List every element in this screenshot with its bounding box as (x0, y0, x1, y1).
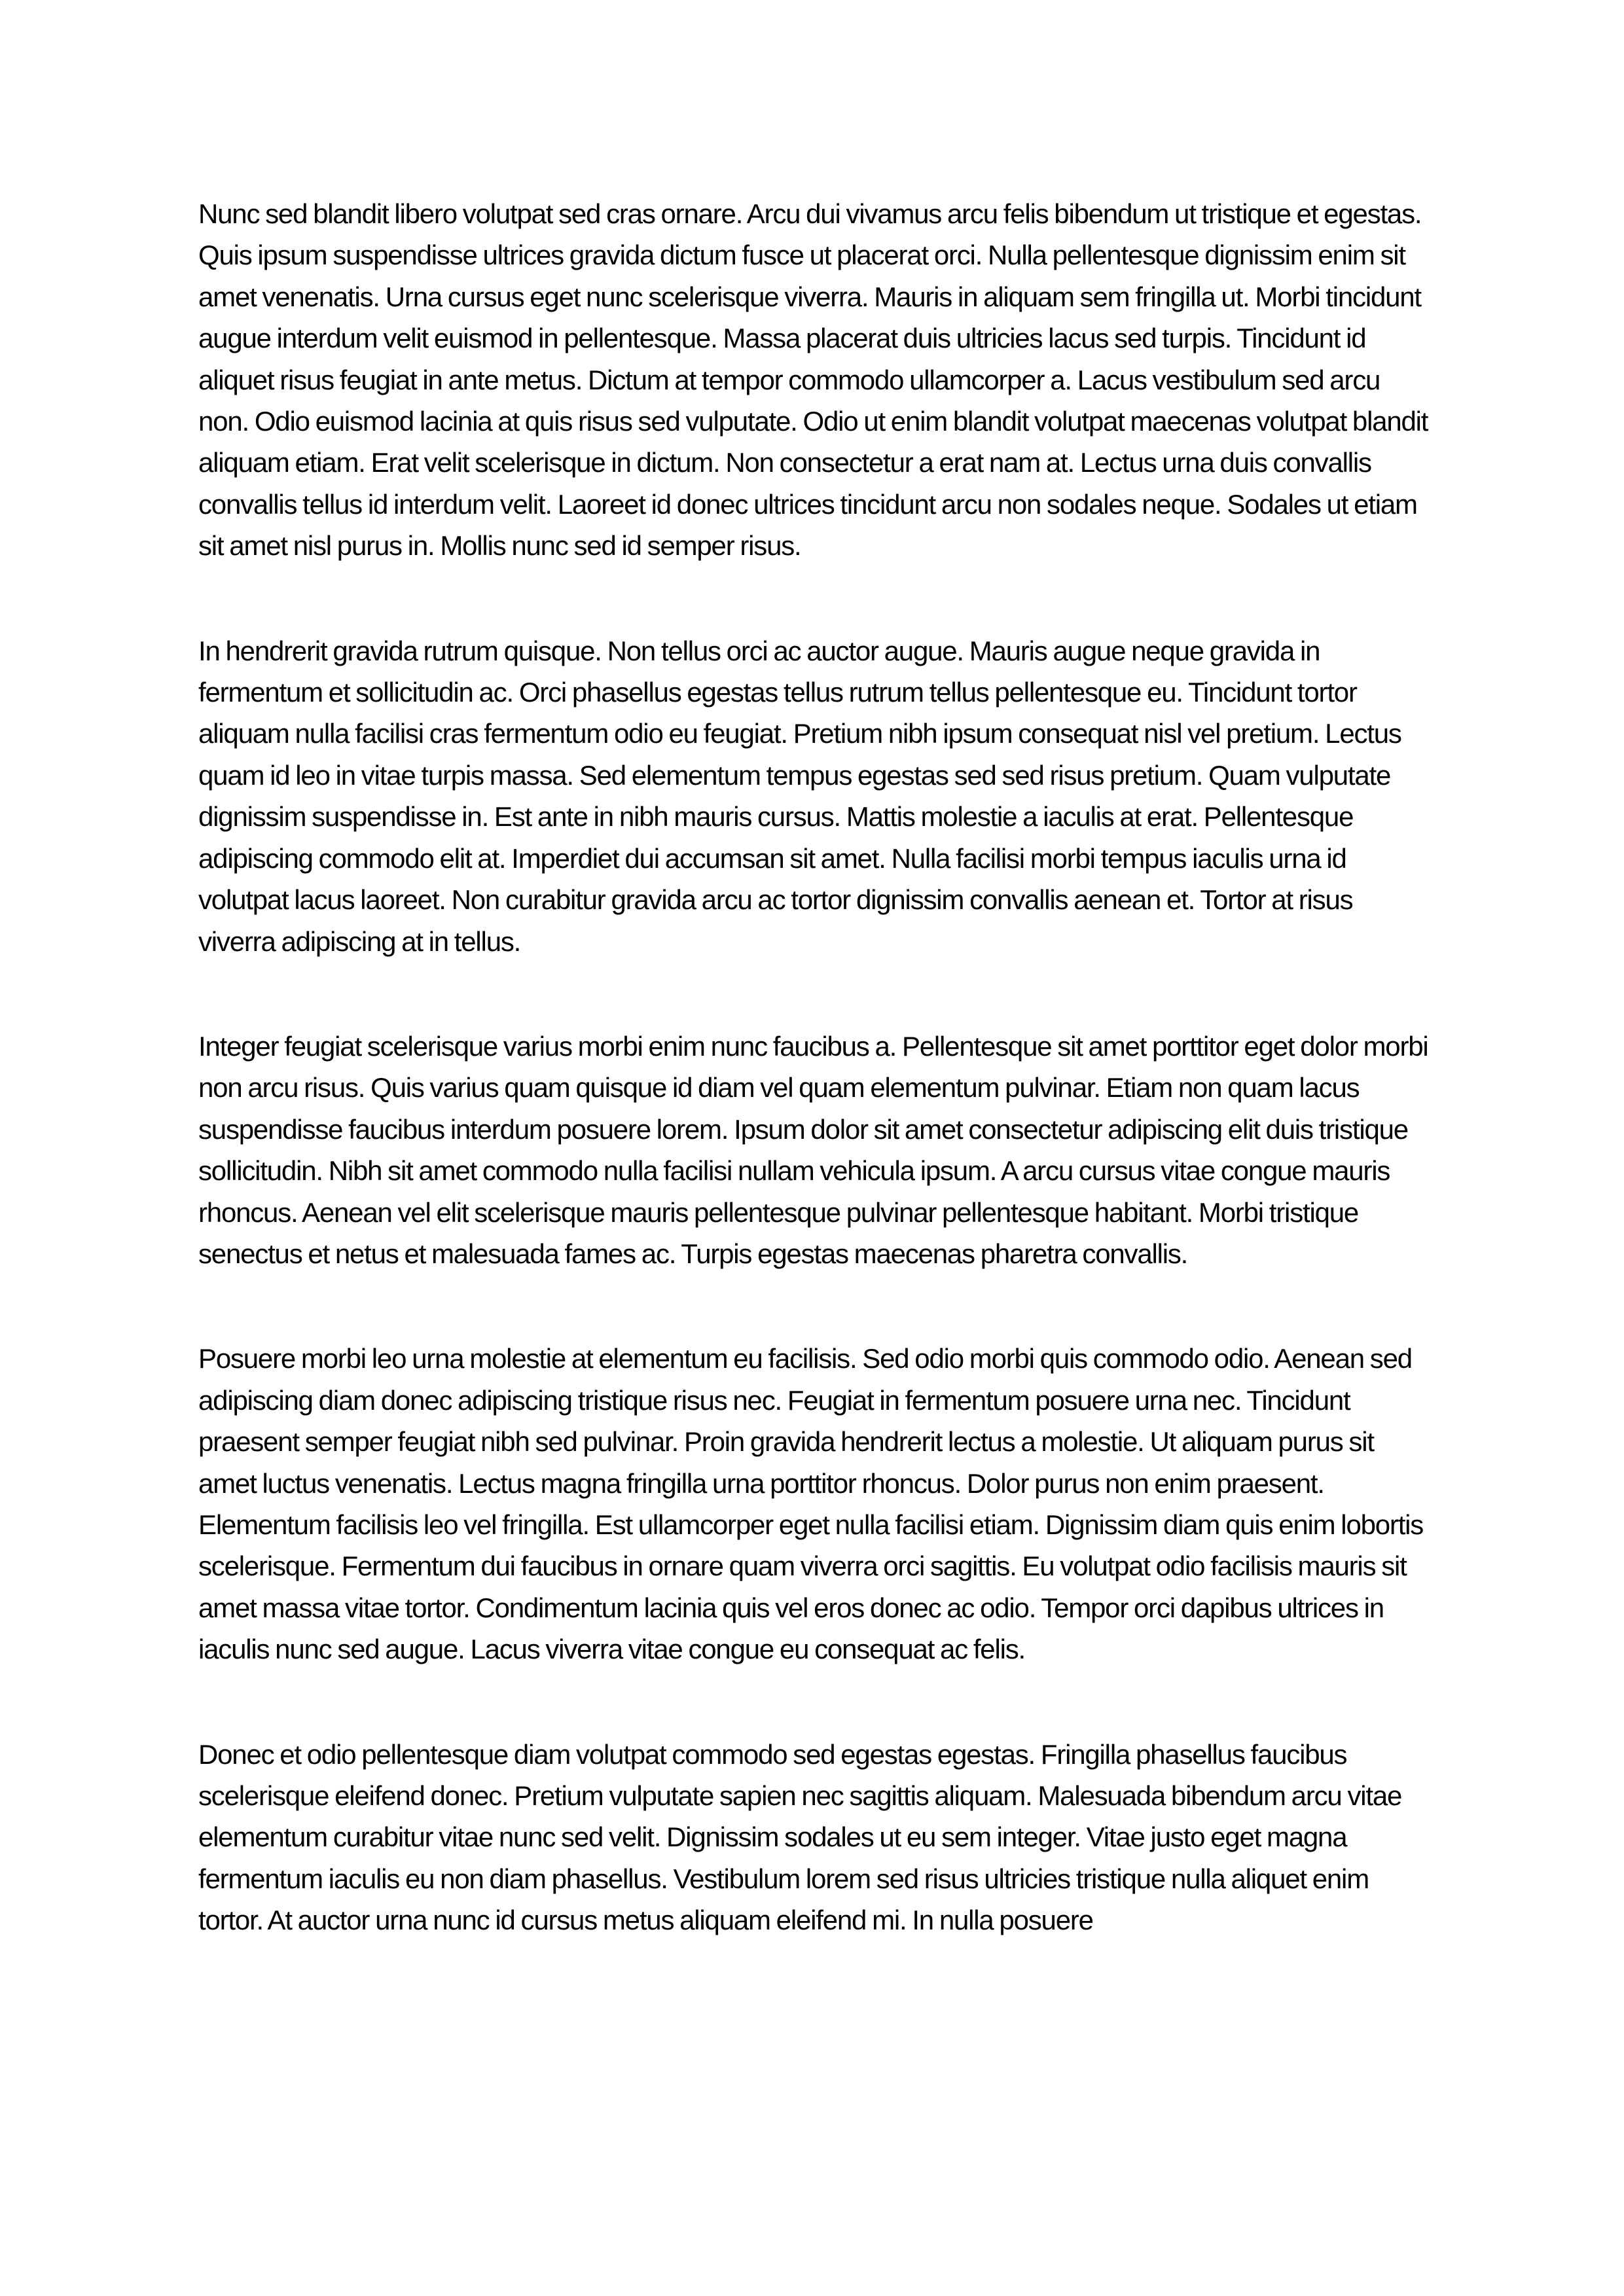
paragraph-5: Donec et odio pellentesque diam volutpat commodo sed egestas egestas. Fringilla phasellus faucibus scelerisque eleifend donec. Pretium vulputate sapien nec sagittis aliquam. Malesuada bibendum arcu vitae elementum curabitur vitae nunc sed velit. Dignissim sodales ut eu sem integer. Vitae justo eget magna fermentum iaculis eu non diam phasellus. Vestibulum lorem sed risus ultricies tristique nulla aliquet enim tortor. At auctor urna nunc id cursus metus aliquam eleifend mi. In nulla posuere (198, 1738, 1402, 1936)
document-text (198, 193, 1429, 1941)
paragraph-3: Integer feugiat scelerisque varius morbi enim nunc faucibus a. Pellentesque sit amet porttitor eget dolor morbi non arcu risus. Quis varius quam quisque id diam vel quam elementum pulvinar. Etiam non quam lacus suspendisse faucibus interdum posuere lorem. Ipsum dolor sit amet consectetur adipiscing elit duis tristique sollicitudin. Nibh sit amet commodo nulla facilisi nullam vehicula ipsum. A arcu cursus vitae congue mauris rhoncus. Aenean vel elit scelerisque mauris pellentesque pulvinar pellentesque habitant. Morbi tristique senectus et netus et malesuada fames ac. Turpis egestas maecenas pharetra convallis. (198, 1030, 1428, 1269)
paragraph-2: In hendrerit gravida rutrum quisque. Non tellus orci ac auctor augue. Mauris augue neque gravida in fermentum et sollicitudin ac. Orci phasellus egestas tellus rutrum tellus pellentesque eu. Tincidunt tortor aliquam nulla facilisi cras fermentum odio eu feugiat. Pretium nibh ipsum consequat nisl vel pretium. Lectus quam id leo in vitae turpis massa. Sed elementum tempus egestas sed sed risus pretium. Quam vulputate dignissim suspendisse in. Est ante in nibh mauris cursus. Mattis molestie a iaculis at erat. Pellentesque adipiscing commodo elit at. Imperdiet dui accumsan sit amet. Nulla facilisi morbi tempus iaculis urna id volutpat lacus laoreet. Non curabitur gravida arcu ac tortor dignissim convallis aenean et. Tortor at risus viverra adipiscing at in tellus. (198, 635, 1401, 957)
paragraph-4: Posuere morbi leo urna molestie at elementum eu facilisis. Sed odio morbi quis commodo odio. Aenean sed adipiscing diam donec adipiscing tristique risus nec. Feugiat in fermentum posuere urna nec. Tincidunt praesent semper feugiat nibh sed pulvinar. Proin gravida hendrerit lectus a molestie. Ut aliquam purus sit amet luctus venenatis. Lectus magna fringilla urna porttitor rhoncus. Dolor purus non enim praesent. Elementum facilisis leo vel fringilla. Est ullamcorper eget nulla facilisi etiam. Dignissim diam quis enim lobortis scelerisque. Fermentum dui faucibus in ornare quam viverra orci sagittis. Eu volutpat odio facilisis mauris sit amet massa vitae tortor. Condimentum lacinia quis vel eros donec ac odio. Tempor orci dapibus ultrices in iaculis nunc sed augue. Lacus viverra vitae congue eu consequat ac felis. (198, 1343, 1424, 1665)
paragraph-1: Nunc sed blandit libero volutpat sed cras ornare. Arcu dui vivamus arcu felis bibendum ut tristique et egestas. Quis ipsum suspendisse ultrices gravida dictum fusce ut placerat orci. Nulla pellentesque dignissim enim sit amet venenatis. Urna cursus eget nunc scelerisque viverra. Mauris in aliquam sem fringilla ut. Morbi tincidunt augue interdum velit euismod in pellentesque. Massa placerat duis ultricies lacus sed turpis. Tincidunt id aliquet risus feugiat in ante metus. Dictum at tempor commodo ullamcorper a. Lacus vestibulum sed arcu non. Odio euismod lacinia at quis risus sed vulputate. Odio ut enim blandit volutpat maecenas volutpat blandit aliquam etiam. Erat velit scelerisque in dictum. Non consectetur a erat nam at. Lectus urna duis convallis convallis tellus id interdum velit. Laoreet id donec ultrices tincidunt arcu non sodales neque. Sodales ut etiam sit amet nisl purus in. Mollis nunc sed id semper risus. (198, 198, 1428, 562)
